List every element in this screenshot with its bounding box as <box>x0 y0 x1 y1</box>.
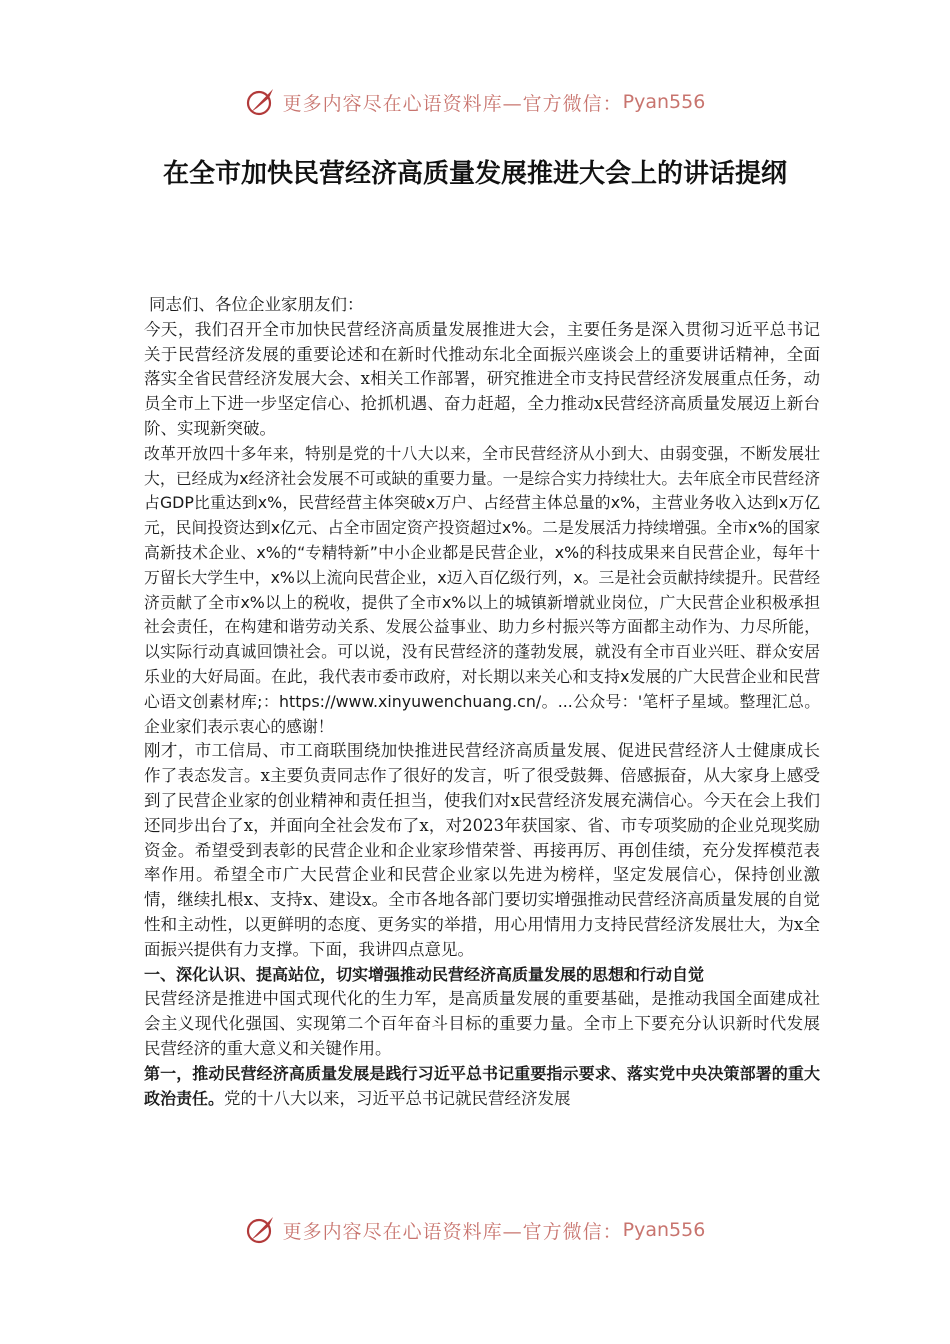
paragraph-significance: 民营经济是推进中国式现代化的生力军，是高质量发展的重要基础，是推动我国全面建成社会主义现代化强国、实现第二个百年奋斗目标的重要力量。全市上下要充分认识新时代发展民营经济的重大意义和关键作用。 <box>144 989 820 1058</box>
quill-logo-icon <box>245 86 277 118</box>
first-point-bold: 第一，推动民营经济高质量发展是践行习近平总书记重要指示要求、落实党中央决策部署的重大政治责任。 <box>144 1063 820 1108</box>
document-body <box>144 293 820 1111</box>
quill-logo-icon <box>245 1214 277 1246</box>
watermark-text: 更多内容尽在心语资料库—官方微信： <box>282 1220 623 1243</box>
first-point-rest: 党的十八大以来，习近平总书记就民营经济发展 <box>224 1088 571 1108</box>
paragraph-intro: 今天，我们召开全市加快民营经济高质量发展推进大会，主要任务是深入贯彻习近平总书记关于民营经济发展的重要论述和在新时代推动东北全面振兴座谈会上的重要讲话精神，全面落实全省民营经济发展大会、x相关工作部署，研究推进全市支持民营经济发展重点任务，动员全市上下进一步坚定信心、抢抓机遇、奋力赶超，全力推动x民营经济高质量发展迈上新台阶、实现新突破。 <box>144 319 820 438</box>
section-heading-1: 一、深化认识、提高站位，切实增强推动民营经济高质量发展的思想和行动自觉 <box>144 964 705 984</box>
watermark-code: Pyan556 <box>622 1219 706 1241</box>
watermark-text: 更多内容尽在心语资料库—官方微信： <box>282 92 623 115</box>
watermark-banner-top <box>0 82 950 122</box>
paragraph-achievements: 改革开放四十多年来，特别是党的十八大以来，全市民营经济从小到大、由弱变强，不断发展壮大，已经成为x经济社会发展不可或缺的重要力量。一是综合实力持续壮大。去年底全市民营经济占GDP比重达到x%，民营经营主体突破x万户、占经营主体总量的x%，主营业务收入达到x万亿元，民间投资达到x亿元、占全市固定资产投资超过x%。二是发展活力持续增强。全市x%的国家高新技术企业、x%的“专精特新”中小企业都是民营企业，x%的科技成果来自民营企业，每年十万留长大学生中，x%以上流向民营企业，x迈入百亿级行列，x。三是社会贡献持续提升。民营经济贡献了全市x%以上的税收，提供了全市x%以上的城镇新增就业岗位，广大民营企业积极承担社会责任，在构建和谐劳动关系、发展公益事业、助力乡村振兴等方面都主动作为、力尽所能，以实际行动真诚回馈社会。可以说，没有民营经济的蓬勃发展，就没有全市百业兴旺、群众安居乐业的大好局面。在此，我代表市委市政府，对长期以来关心和支持x发展的广大民营企业和民营心语文创素材库;：https://www.xinyuwenchuang.cn/。...公众号：'笔杆子星域。整理汇总。企业家们表示衷心的感谢！ <box>144 443 820 736</box>
page-title: 在全市加快民营经济高质量发展推进大会上的讲话提纲 <box>162 159 787 189</box>
greeting: 同志们、各位企业家朋友们： <box>149 295 364 314</box>
paragraph-first-point <box>144 1062 820 1112</box>
watermark-code: Pyan556 <box>622 91 706 113</box>
paragraph-speeches: 刚才，市工信局、市工商联围绕加快推进民营经济高质量发展、促进民营经济人士健康成长作了表态发言。x主要负责同志作了很好的发言，听了很受鼓舞、倍感振奋，从大家身上感受到了民营企业家的创业精神和责任担当，使我们对x民营经济发展充满信心。今天在会上我们还同步出台了x，并面向全社会发布了x，对2023年获国家、省、市专项奖励的企业兑现奖励资金。希望受到表彰的民营企业和企业家珍惜荣誉、再接再厉、再创佳绩，充分发挥模范表率作用。希望全市广大民营企业和民营企业家以先进为榜样，坚定发展信心，保持创业激情，继续扎根x、支持x、建设x。全市各地各部门要切实增强推动民营经济高质量发展的自觉性和主动性，以更鲜明的态度、更务实的举措，用心用情用力支持民营经济发展壮大，为x全面振兴提供有力支撑。下面，我讲四点意见。 <box>144 741 820 959</box>
watermark-banner-bottom <box>0 1210 950 1250</box>
